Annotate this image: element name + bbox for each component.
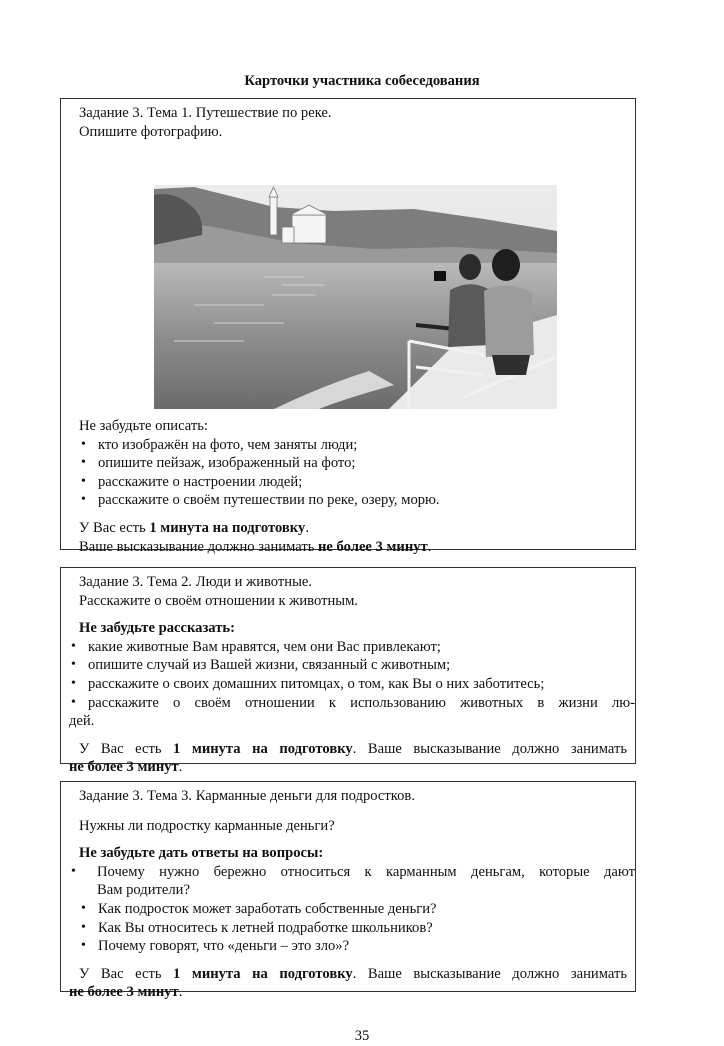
- card-title: Задание 3. Тема 3. Карманные деньги для подростков.: [79, 788, 415, 804]
- questions-list-rest: [79, 900, 627, 956]
- list-item: • Почему нужно бережно относиться к карманным деньгам, которые дают Вам родители?: [69, 863, 635, 900]
- remember-heading: Не забудьте дать ответы на вопросы:: [79, 845, 324, 862]
- page-header: Карточки участника собеседования: [244, 73, 480, 89]
- card-instruction: Расскажите о своём отношении к животным.: [79, 592, 358, 609]
- card-instruction: Опишите фотографию.: [79, 123, 223, 140]
- remember-heading: Не забудьте описать:: [79, 418, 208, 434]
- list-item: • кто изображён на фото, чем заняты люди;: [79, 436, 631, 455]
- describe-list: [79, 436, 631, 510]
- list-item-continuation: дей.: [69, 713, 95, 730]
- speech-time: Ваше высказывание должно занимать не более 3 минут.: [79, 538, 432, 555]
- prep-time: У Вас есть 1 минута на подготовку.: [79, 519, 309, 536]
- list-item: • опишите случай из Вашей жизни, связанный с животным;: [69, 656, 635, 675]
- card-topic-1: [60, 98, 636, 555]
- card-title: Задание 3. Тема 1. Путешествие по реке.: [79, 105, 332, 121]
- prep-time: У Вас есть 1 минута на подготовку. Ваше высказывание должно занимать: [79, 965, 627, 982]
- list-item: • расскажите о своём путешествии по реке, озеру, морю.: [79, 491, 631, 510]
- prep-time: У Вас есть 1 минута на подготовку. Ваше высказывание должно занимать: [79, 740, 627, 757]
- card-topic-3: [60, 781, 636, 1001]
- card-question: Нужны ли подростку карманные деньги?: [79, 817, 335, 834]
- remember-heading: Не забудьте рассказать:: [79, 620, 235, 637]
- card-topic-2: [60, 567, 636, 776]
- list-item: • расскажите о настроении людей;: [79, 473, 631, 492]
- list-item: • расскажите о своих домашних питомцах, о том, как Вы о них заботитесь;: [69, 675, 635, 694]
- questions-list: [69, 863, 635, 900]
- list-item: • Почему говорят, что «деньги – это зло»?: [79, 937, 627, 956]
- list-item: • Как подросток может заработать собственные деньги?: [79, 900, 627, 919]
- list-item: • Как Вы относитесь к летней подработке школьников?: [79, 919, 627, 938]
- list-item: • расскажите о своём отношении к использованию животных в жизни лю-: [69, 694, 635, 713]
- list-item: • какие животные Вам нравятся, чем они Вас привлекают;: [69, 638, 635, 657]
- speech-time: не более 3 минут.: [69, 759, 183, 776]
- speech-time: не более 3 минут.: [69, 984, 183, 1001]
- card-title: Задание 3. Тема 2. Люди и животные.: [79, 574, 313, 590]
- list-item: • опишите пейзаж, изображенный на фото;: [79, 454, 631, 473]
- tell-list: [69, 638, 635, 712]
- photo-river-trip: [154, 185, 557, 409]
- page-number: 35: [354, 1028, 370, 1044]
